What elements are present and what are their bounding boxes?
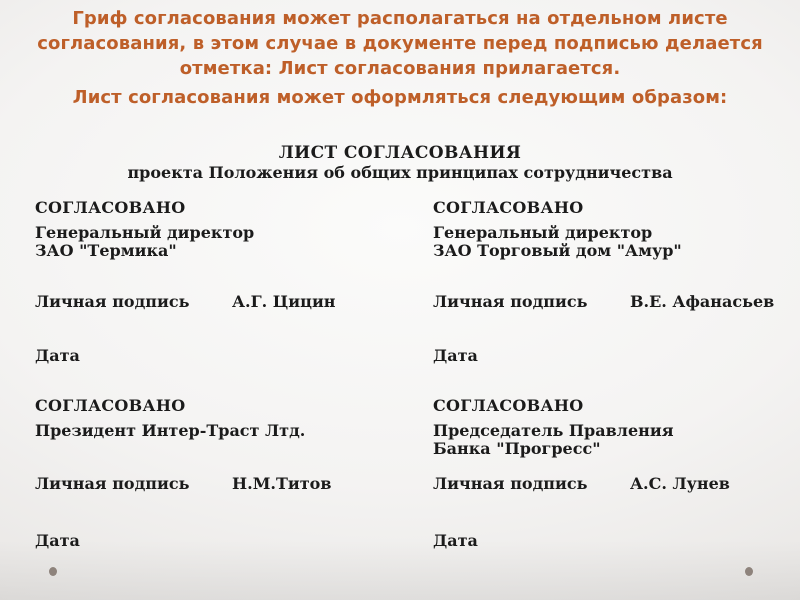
approval-block-progress <box>433 397 799 577</box>
signer-role-line: Председатель Правления <box>433 421 674 440</box>
document-title: ЛИСТ СОГЛАСОВАНИЯ <box>278 143 522 163</box>
signer-role-line: Генеральный директор <box>433 223 653 242</box>
signer-role-line: Банка "Прогресс" <box>433 439 601 458</box>
signer-role-line: Президент Интер-Траст Лтд. <box>35 421 306 440</box>
signature-label: Личная подпись <box>433 292 588 311</box>
signature-row <box>433 475 799 493</box>
signer-role-line: ЗАО "Термика" <box>35 241 177 260</box>
approval-block-intertrust <box>35 397 401 577</box>
signer-name: Н.М.Титов <box>232 474 332 493</box>
signature-row <box>35 293 401 311</box>
signer-name: А.С. Лунев <box>630 474 730 493</box>
date-label: Дата <box>433 531 478 550</box>
signer-name: В.Е. Афанасьев <box>630 292 775 311</box>
approved-stamp-label: СОГЛАСОВАНО <box>35 198 186 217</box>
approval-block-amur <box>433 199 799 379</box>
date-label: Дата <box>433 346 478 365</box>
approved-stamp-label: СОГЛАСОВАНО <box>433 396 584 415</box>
signer-name: А.Г. Цицин <box>232 292 336 311</box>
signature-label: Личная подпись <box>35 292 190 311</box>
approved-stamp-label: СОГЛАСОВАНО <box>35 396 186 415</box>
corner-dot-left <box>49 567 57 576</box>
approval-block-termika <box>35 199 401 379</box>
signer-role-line: ЗАО Торговый дом "Амур" <box>433 241 682 260</box>
document-subtitle: проекта Положения об общих принципах сотрудничества <box>127 163 673 182</box>
signature-label: Личная подпись <box>433 474 588 493</box>
heading-paragraph-1: Гриф согласования может располагаться на отдельном листе согласования, в этом случае в документе перед подписью делается отметка: Лист согласования прилагается. <box>37 8 763 79</box>
signature-row <box>433 293 799 311</box>
date-label: Дата <box>35 531 80 550</box>
date-label: Дата <box>35 346 80 365</box>
approved-stamp-label: СОГЛАСОВАНО <box>433 198 584 217</box>
heading-paragraph-2: Лист согласования может оформляться следующим образом: <box>72 87 728 108</box>
corner-dot-right <box>745 567 753 576</box>
signature-row <box>35 475 401 493</box>
signer-role-line: Генеральный директор <box>35 223 255 242</box>
signature-label: Личная подпись <box>35 474 190 493</box>
